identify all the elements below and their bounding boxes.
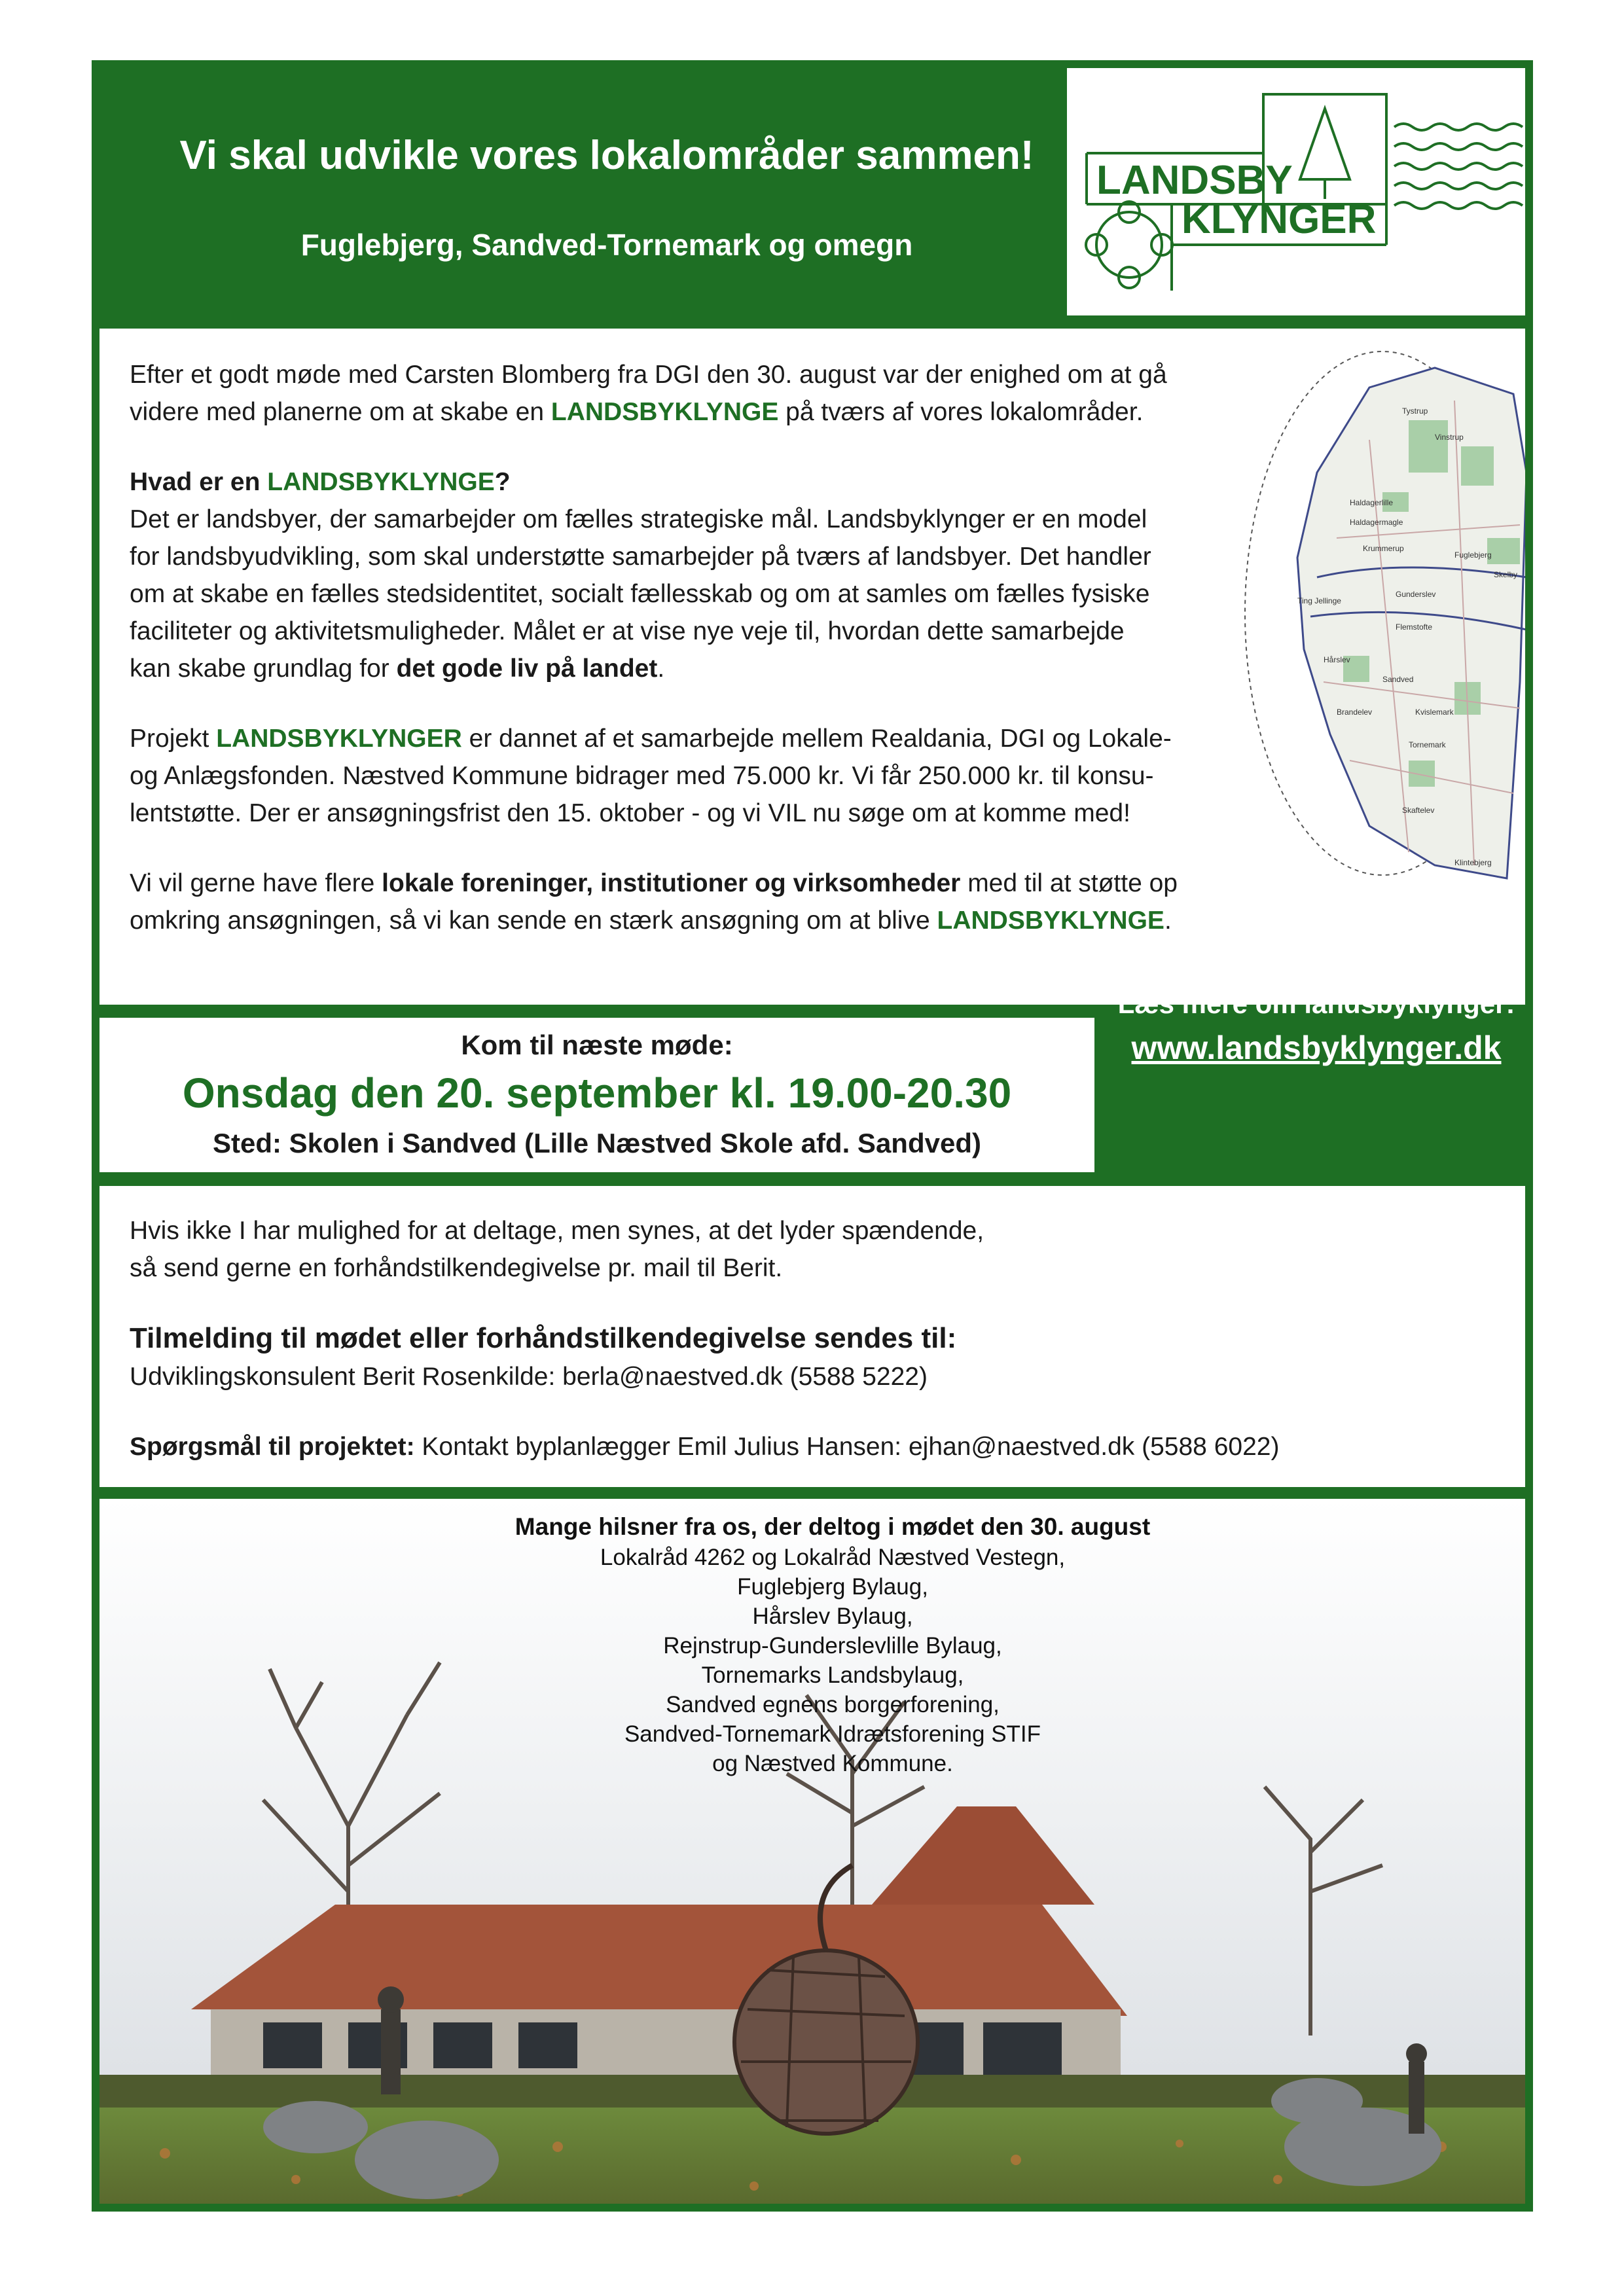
greeting-line: Hårslev Bylaug, xyxy=(752,1604,913,1629)
website-link[interactable]: www.landsbyklynger.dk xyxy=(1131,1030,1502,1066)
questions-line: Spørgsmål til projektet: Kontakt byplanlægger Emil Julius Hansen: ejhan@naestved.dk (5588 6022) xyxy=(130,1433,1280,1461)
greeting-line: Lokalråd 4262 og Lokalråd Næstved Vestegn, xyxy=(600,1545,1066,1570)
map-label: Vinstrup xyxy=(1435,433,1464,442)
read-more-label: Læs mere om landsbyklynger: xyxy=(1117,988,1515,1019)
greeting-line: Fuglebjerg Bylaug, xyxy=(737,1574,928,1600)
meeting-heading: Kom til næste møde: xyxy=(461,1030,733,1060)
greeting-line: Sandved egnens borgerforening, xyxy=(666,1692,1000,1717)
meeting-date: Onsdag den 20. september kl. 19.00-20.30 xyxy=(182,1069,1012,1117)
project-paragraph: Projekt LANDSBYKLYNGER er dannet af et samarbejde mellem Realdania, DGI og Lokale- og Anlægsfonden. Næstved Kommune bidrager med 75.000 kr. Vi får 250.000 kr. til konsu- lentstøtte. Der er ansøgningsfrist den 15. oktober - og vi VIL nu søge om at komme med! xyxy=(130,725,1172,827)
map-label: Krummerup xyxy=(1363,544,1404,553)
logo-text-klynger: KLYNGER xyxy=(1182,197,1377,242)
meeting-place: Sted: Skolen i Sandved (Lille Næstved Skole afd. Sandved) xyxy=(213,1128,981,1158)
what-is-heading: Hvad er en LANDSBYKLYNGE? xyxy=(130,468,511,496)
map-label: Kvislemark xyxy=(1415,708,1454,717)
page-subtitle: Fuglebjerg, Sandved-Tornemark og omegn xyxy=(300,228,913,262)
invite-paragraph: Vi vil gerne have flere lokale foreninger, institutioner og virksomheder med til at støtte op omkring ansøgningen, så vi kan sende en stærk ansøgning om at blive LANDSBYKLYNGE. xyxy=(130,869,1178,935)
map-label: Flemstofte xyxy=(1396,622,1433,632)
greeting-block xyxy=(505,1512,1160,1778)
map-label: Sandved xyxy=(1382,675,1414,684)
logo-graphic xyxy=(1067,68,1525,315)
registration-block xyxy=(130,1319,1491,1395)
greeting-line: og Næstved Kommune. xyxy=(712,1751,953,1776)
school-photo xyxy=(99,1499,1525,2204)
registration-heading: Tilmelding til mødet eller forhåndstilkendegivelse sendes til: xyxy=(130,1322,957,1354)
map-label: Tornemark xyxy=(1409,740,1446,749)
map-label: Tystrup xyxy=(1402,406,1428,416)
greeting-title: Mange hilsner fra os, der deltog i mødet den 30. august xyxy=(514,1513,1151,1540)
map-label: Klintebjerg xyxy=(1454,858,1492,867)
intro-text xyxy=(130,356,1321,972)
logo-text-landsby: LANDSBY xyxy=(1096,158,1293,203)
map-label: Haldagermagle xyxy=(1350,518,1403,527)
map-label: Skaftelev xyxy=(1402,806,1435,815)
contact-intro: Hvis ikke I har mulighed for at deltage, men synes, at det lyder spændende, så send gerne en forhåndstilkendegivelse pr. mail til Berit. xyxy=(130,1217,984,1282)
poster-frame xyxy=(92,60,1533,2212)
contact-text xyxy=(130,1212,1491,1498)
map-label: Hårslev xyxy=(1324,655,1350,664)
page-title: Vi skal udvikle vores lokalområder sammen! xyxy=(179,133,1034,178)
map-label: Skelby xyxy=(1494,570,1518,579)
map-label: Fuglebjerg xyxy=(1454,550,1492,560)
what-is-paragraph: Hvad er en LANDSBYKLYNGE? Det er landsbyer, der samarbejder om fælles strategiske mål. Landsbyklynger er en model for landsbyudvikling, som skal understøtte samarbejder på tværs af landsbyer. Det handler om at skabe en fælles stedsidentitet, socialt fællesskab og om at samles om fælles fysiske faciliteter og aktivitetsmuligheder. Målet er at vise nye veje til, hvordan dette samarbejde kan skabe grundlag for det gode liv på landet. xyxy=(130,468,1151,683)
map-label: Ting Jellinge xyxy=(1297,596,1341,605)
map-label: Brandelev xyxy=(1337,708,1373,717)
greeting-line: Rejnstrup-Gunderslevlille Bylaug, xyxy=(663,1633,1002,1659)
intro-paragraph-1: Efter et godt møde med Carsten Blomberg fra DGI den 30. august var der enighed om at gå videre med planerne om at skabe en LANDSBYKLYNGE på tværs af vores lokalområder. xyxy=(130,361,1167,426)
registration-contact: Udviklingskonsulent Berit Rosenkilde: berla@naestved.dk (5588 5222) xyxy=(130,1363,928,1391)
next-meeting-box xyxy=(99,1018,1094,1172)
map-label: Haldagerlille xyxy=(1350,498,1394,507)
map-label: Gunderslev xyxy=(1396,590,1436,599)
contact-section xyxy=(99,1186,1525,1487)
greeting-line: Tornemarks Landsbylaug, xyxy=(701,1662,964,1688)
intro-section xyxy=(99,329,1525,1005)
landsbyklynger-logo xyxy=(1067,68,1525,315)
greeting-line: Sandved-Tornemark Idrætsforening STIF xyxy=(624,1721,1041,1747)
